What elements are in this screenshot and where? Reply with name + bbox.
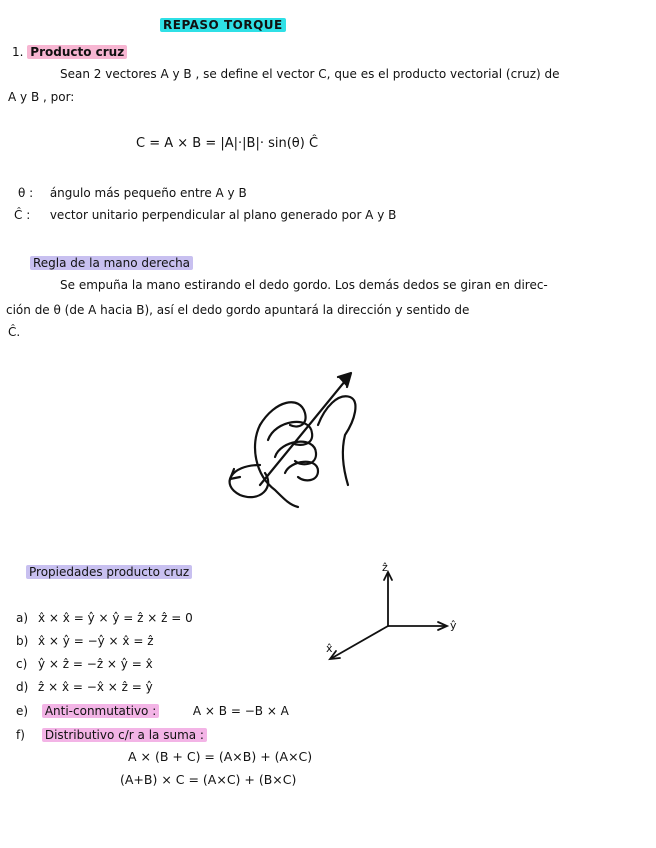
property-key: f) [16, 728, 25, 742]
definition-unit-vector [14, 208, 396, 222]
xyz-axes-diagram [320, 560, 470, 670]
theta-text: ángulo más pequeño entre A y B [49, 186, 247, 200]
distributive-formula-1: A × (B + C) = (A×B) + (A×C) [128, 749, 313, 764]
theta-symbol: θ : [18, 186, 34, 200]
property-key: d) [16, 680, 29, 694]
property-b [16, 634, 154, 648]
axis-x-label: x̂ [326, 642, 333, 655]
right-hand-rule-icon [220, 365, 380, 515]
intro-line-1: Sean 2 vectores A y B , se define el vector C, que es el producto vectorial (cruz) de [60, 67, 560, 81]
property-key: e) [16, 704, 29, 718]
property-key: a) [16, 611, 29, 625]
anti-commutative-label: Anti-conmutativo : [42, 704, 159, 718]
right-hand-line-2: ción de θ (de A hacia B), así el dedo gordo apuntará la dirección y sentido de [6, 303, 470, 317]
axis-z-label: ẑ [382, 561, 388, 574]
property-d [16, 680, 153, 694]
properties-heading: Propiedades producto cruz [26, 565, 192, 579]
unit-vector-symbol: Ĉ : [14, 208, 31, 222]
right-hand-heading: Regla de la mano derecha [30, 256, 193, 270]
distributive-formula-2: (A+B) × C = (A×C) + (B×C) [120, 772, 297, 787]
property-key: c) [16, 657, 28, 671]
property-a [16, 611, 193, 625]
cross-product-formula: C = A × B = |A|·|B|· sin(θ) Ĉ [136, 136, 319, 151]
unit-vector-text: vector unitario perpendicular al plano generado por A y B [49, 208, 397, 222]
section-number: 1. [12, 45, 24, 59]
section-label: Producto cruz [27, 45, 127, 59]
section-heading-cross-product [12, 45, 127, 59]
intro-line-2: A y B , por: [8, 90, 75, 104]
right-hand-line-1: Se empuña la mano estirando el dedo gordo. Los demás dedos se giran en direc- [60, 278, 548, 292]
property-text: ẑ × x̂ = −x̂ × ẑ = ŷ [38, 680, 153, 694]
distributive-label: Distributivo c/r a la suma : [42, 728, 207, 742]
property-f [16, 728, 207, 742]
page-title: REPASO TORQUE [160, 18, 286, 32]
definition-theta [18, 186, 247, 200]
property-text: x̂ × x̂ = ŷ × ŷ = ẑ × ẑ = 0 [38, 611, 193, 625]
property-text: ŷ × ẑ = −ẑ × ŷ = x̂ [38, 657, 153, 671]
anti-commutative-formula: A × B = −B × A [192, 704, 289, 718]
axis-y-label: ŷ [450, 619, 457, 632]
property-key: b) [16, 634, 29, 648]
property-c [16, 657, 153, 671]
right-hand-line-3: Ĉ. [8, 325, 21, 339]
property-text: x̂ × ŷ = −ŷ × x̂ = ẑ [38, 634, 154, 648]
property-e [16, 704, 289, 718]
